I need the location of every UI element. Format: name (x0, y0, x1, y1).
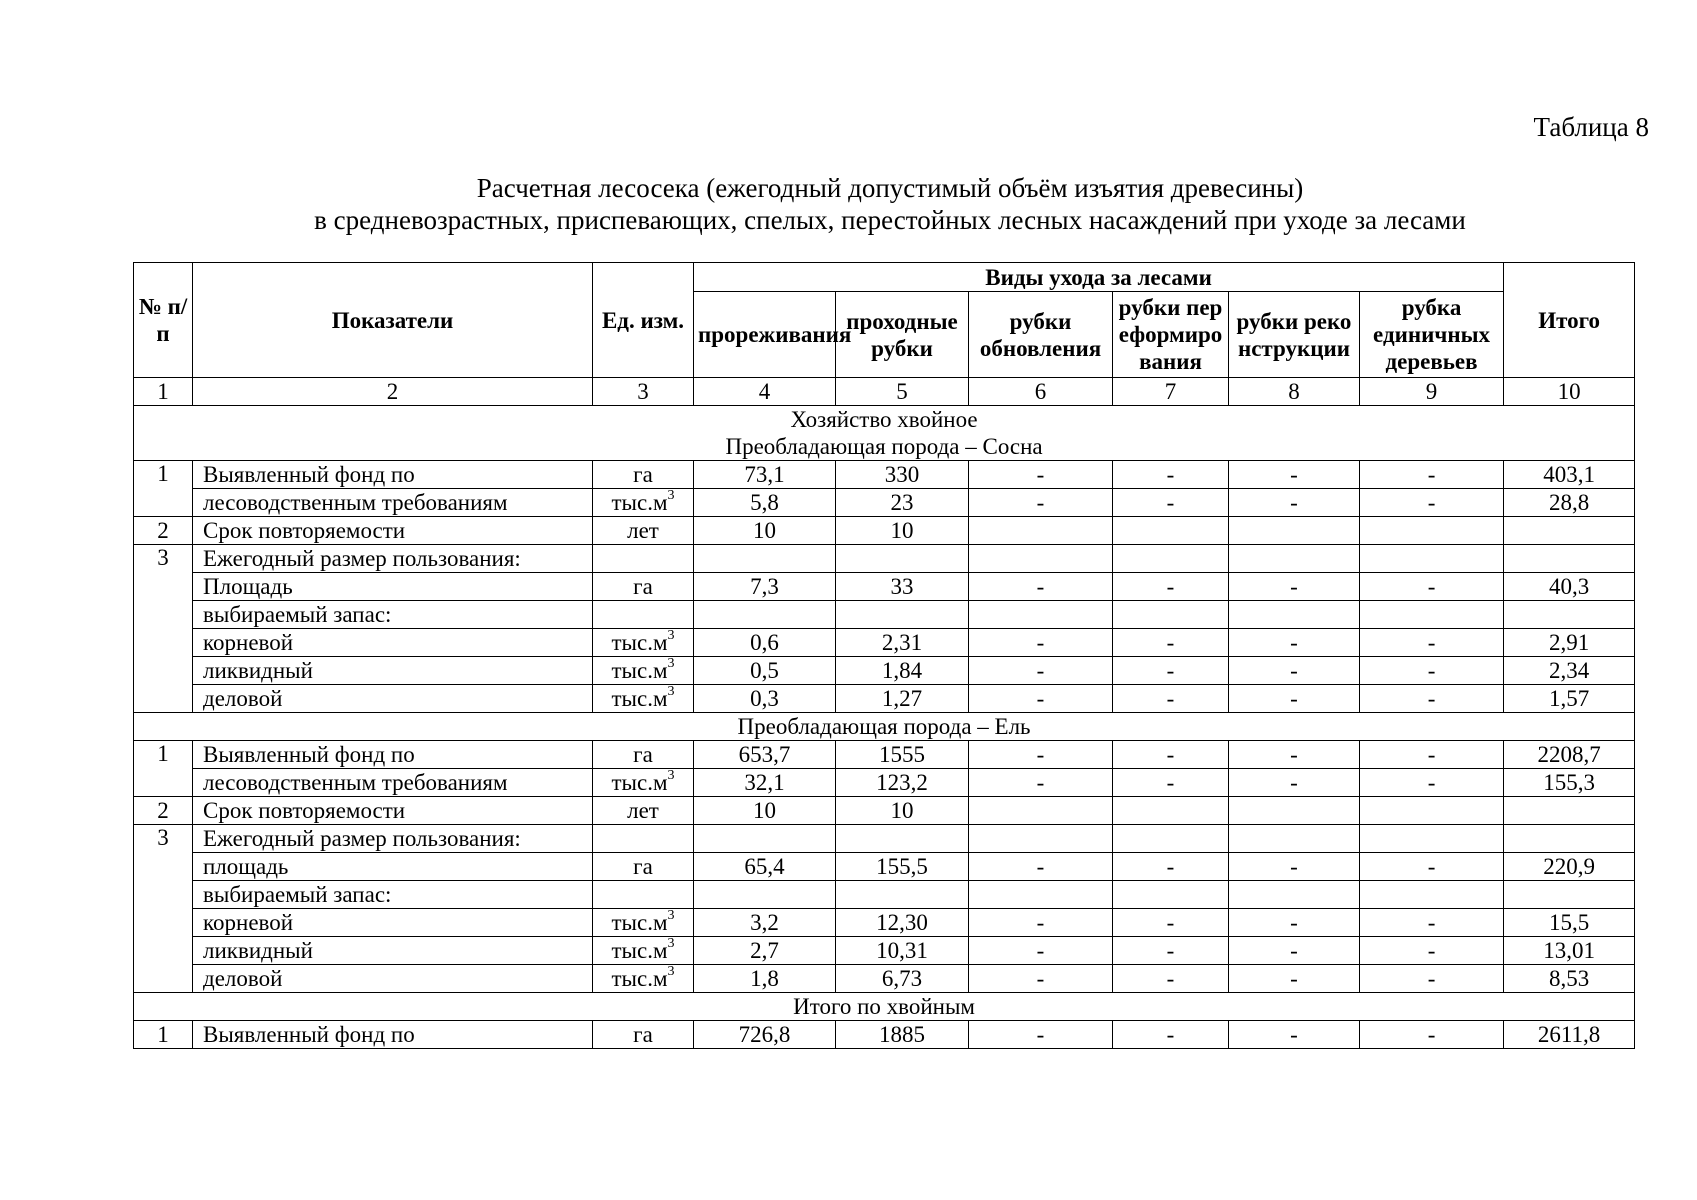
value-cell: - (1113, 769, 1229, 797)
unit-text: тыс.м (611, 685, 668, 711)
table-title (120, 172, 1660, 236)
value-cell: - (1360, 909, 1504, 937)
unit-cell: лет (593, 797, 694, 825)
value-cell: 5,8 (694, 489, 836, 517)
total-cell: 28,8 (1504, 489, 1635, 517)
value-cell: - (1229, 741, 1360, 769)
value-cell: - (1113, 629, 1229, 657)
value-cell: 2,7 (694, 937, 836, 965)
indicator-label: ликвидный (193, 937, 593, 965)
value-cell (694, 881, 836, 909)
unit-cell (593, 685, 694, 713)
value-cell (1360, 825, 1504, 853)
value-cell: 1555 (836, 741, 969, 769)
value-cell (1113, 825, 1229, 853)
table-row (134, 629, 1635, 657)
value-cell: - (1360, 769, 1504, 797)
value-cell (1113, 517, 1229, 545)
value-cell (1360, 545, 1504, 573)
indicator-label: корневой (193, 629, 593, 657)
col-number: 4 (694, 378, 836, 406)
unit-cell (593, 489, 694, 517)
total-cell: 1,57 (1504, 685, 1635, 713)
value-cell: - (969, 741, 1113, 769)
unit-sup: 3 (667, 935, 675, 951)
row-num: 3 (134, 545, 193, 713)
indicator-label: Срок повторяемости (193, 797, 593, 825)
row-num: 1 (134, 461, 193, 517)
value-cell: - (1229, 685, 1360, 713)
table-row (134, 517, 1635, 545)
total-cell: 40,3 (1504, 573, 1635, 601)
value-cell: 73,1 (694, 461, 836, 489)
indicator-label: Площадь (193, 573, 593, 601)
indicator-label: Выявленный фонд по (193, 741, 593, 769)
total-cell: 2208,7 (1504, 741, 1635, 769)
value-cell: - (1113, 685, 1229, 713)
unit-sup: 3 (667, 767, 675, 783)
table-row (134, 573, 1635, 601)
value-cell: 10 (836, 517, 969, 545)
value-cell: 23 (836, 489, 969, 517)
table-row (134, 741, 1635, 769)
section-row (134, 993, 1635, 1021)
value-cell: - (1113, 657, 1229, 685)
value-cell: - (969, 853, 1113, 881)
value-cell: - (1360, 1021, 1504, 1049)
value-cell (1229, 881, 1360, 909)
section-farm-pine (134, 406, 1635, 461)
value-cell: 2,31 (836, 629, 969, 657)
value-cell: 12,30 (836, 909, 969, 937)
unit-sup: 3 (667, 487, 675, 503)
value-cell (969, 545, 1113, 573)
col-number: 1 (134, 378, 193, 406)
unit-sup: 3 (667, 627, 675, 643)
unit-cell: га (593, 1021, 694, 1049)
indicator-label: выбираемый запас: (193, 881, 593, 909)
value-cell: - (969, 685, 1113, 713)
value-cell (969, 517, 1113, 545)
value-cell: 123,2 (836, 769, 969, 797)
value-cell: - (1229, 1021, 1360, 1049)
section-total: Итого по хвойным (134, 993, 1635, 1021)
table-row (134, 965, 1635, 993)
column-number-row (134, 378, 1635, 406)
total-cell: 8,53 (1504, 965, 1635, 993)
header-thinning: прореживания (694, 292, 836, 378)
indicator-label: деловой (193, 965, 593, 993)
unit-text: тыс.м (611, 629, 668, 655)
total-cell: 2611,8 (1504, 1021, 1635, 1049)
value-cell: 6,73 (836, 965, 969, 993)
value-cell (1229, 545, 1360, 573)
value-cell (969, 797, 1113, 825)
value-cell (836, 825, 969, 853)
value-cell: - (969, 461, 1113, 489)
total-cell (1504, 545, 1635, 573)
value-cell (836, 601, 969, 629)
table-row (134, 825, 1635, 853)
unit-cell (593, 937, 694, 965)
value-cell: - (969, 657, 1113, 685)
header-num: № п/п (134, 263, 193, 378)
total-cell: 15,5 (1504, 909, 1635, 937)
unit-cell: лет (593, 517, 694, 545)
header-care-types: Виды ухода за лесами (694, 263, 1504, 292)
total-cell: 220,9 (1504, 853, 1635, 881)
table-row (134, 881, 1635, 909)
timber-harvest-table (133, 262, 1635, 1049)
value-cell: 653,7 (694, 741, 836, 769)
value-cell: - (969, 573, 1113, 601)
value-cell (1229, 825, 1360, 853)
col-number: 8 (1229, 378, 1360, 406)
indicator-label: ликвидный (193, 657, 593, 685)
unit-cell (593, 629, 694, 657)
value-cell: - (1360, 461, 1504, 489)
value-cell: 33 (836, 573, 969, 601)
value-cell (969, 825, 1113, 853)
header-single-tree-cutting: рубка единичных деревьев (1360, 292, 1504, 378)
total-cell: 2,34 (1504, 657, 1635, 685)
indicator-label: корневой (193, 909, 593, 937)
value-cell: 10 (694, 517, 836, 545)
row-num: 2 (134, 517, 193, 545)
value-cell: - (969, 489, 1113, 517)
value-cell: - (1113, 853, 1229, 881)
col-number: 9 (1360, 378, 1504, 406)
table-row (134, 461, 1635, 489)
section-row (134, 406, 1635, 461)
col-number: 7 (1113, 378, 1229, 406)
section-spruce: Преобладающая порода – Ель (134, 713, 1635, 741)
indicator-label: Выявленный фонд по (193, 461, 593, 489)
unit-text: тыс.м (611, 769, 668, 795)
table-row (134, 489, 1635, 517)
value-cell (1360, 601, 1504, 629)
value-cell (836, 881, 969, 909)
indicator-label: площадь (193, 853, 593, 881)
unit-cell (593, 965, 694, 993)
value-cell: 3,2 (694, 909, 836, 937)
total-cell: 403,1 (1504, 461, 1635, 489)
col-number: 6 (969, 378, 1113, 406)
header-total: Итого (1504, 263, 1635, 378)
value-cell: - (1229, 769, 1360, 797)
section-row (134, 713, 1635, 741)
value-cell: 155,5 (836, 853, 969, 881)
unit-cell (593, 881, 694, 909)
value-cell: - (1113, 1021, 1229, 1049)
value-cell: 0,3 (694, 685, 836, 713)
table-number: Таблица 8 (1533, 112, 1649, 142)
value-cell: 726,8 (694, 1021, 836, 1049)
value-cell: - (1113, 965, 1229, 993)
unit-cell (593, 769, 694, 797)
table-row (134, 937, 1635, 965)
unit-text: тыс.м (611, 909, 668, 935)
value-cell: - (969, 937, 1113, 965)
value-cell (836, 545, 969, 573)
value-cell: 10 (694, 797, 836, 825)
unit-sup: 3 (667, 655, 675, 671)
value-cell: - (1360, 629, 1504, 657)
value-cell (1113, 545, 1229, 573)
unit-cell (593, 909, 694, 937)
unit-sup: 3 (667, 683, 675, 699)
section-pine: Преобладающая порода – Сосна (725, 434, 1043, 459)
header-unit: Ед. изм. (593, 263, 694, 378)
value-cell: - (1229, 657, 1360, 685)
value-cell: - (969, 769, 1113, 797)
value-cell: - (1229, 937, 1360, 965)
total-cell (1504, 797, 1635, 825)
total-cell: 2,91 (1504, 629, 1635, 657)
table-row (134, 545, 1635, 573)
value-cell: - (1113, 461, 1229, 489)
value-cell: - (1360, 657, 1504, 685)
unit-text: тыс.м (611, 937, 668, 963)
value-cell (969, 881, 1113, 909)
value-cell (1360, 517, 1504, 545)
unit-cell: га (593, 853, 694, 881)
unit-sup: 3 (667, 963, 675, 979)
table-row (134, 853, 1635, 881)
value-cell: 330 (836, 461, 969, 489)
indicator-label: Срок повторяемости (193, 517, 593, 545)
value-cell: - (1229, 629, 1360, 657)
col-number: 3 (593, 378, 694, 406)
value-cell (1113, 797, 1229, 825)
table-row (134, 797, 1635, 825)
indicator-label: лесоводственным требованиям (193, 489, 593, 517)
unit-text: тыс.м (611, 489, 668, 515)
value-cell (694, 825, 836, 853)
value-cell: 1,27 (836, 685, 969, 713)
header-reformation-cutting: рубки переформирования (1113, 292, 1229, 378)
total-cell (1504, 601, 1635, 629)
value-cell: - (969, 629, 1113, 657)
value-cell: - (1229, 909, 1360, 937)
indicator-label: Ежегодный размер пользования: (193, 545, 593, 573)
table-row (134, 1021, 1635, 1049)
value-cell (1360, 881, 1504, 909)
unit-cell (593, 657, 694, 685)
indicator-label: деловой (193, 685, 593, 713)
value-cell: 65,4 (694, 853, 836, 881)
title-line-2: в средневозрастных, приспевающих, спелых, перестойных лесных насаждений при уходе за лесами (314, 205, 1466, 235)
col-number: 5 (836, 378, 969, 406)
table-row (134, 769, 1635, 797)
value-cell: - (1360, 965, 1504, 993)
unit-text: тыс.м (611, 965, 668, 991)
row-num: 2 (134, 797, 193, 825)
unit-cell (593, 601, 694, 629)
col-number: 10 (1504, 378, 1635, 406)
value-cell: 10 (836, 797, 969, 825)
value-cell: - (969, 965, 1113, 993)
unit-cell (593, 825, 694, 853)
value-cell: - (1229, 461, 1360, 489)
indicator-label: лесоводственным требованиям (193, 769, 593, 797)
value-cell: - (1113, 937, 1229, 965)
value-cell: 1,8 (694, 965, 836, 993)
table-row (134, 657, 1635, 685)
unit-cell: га (593, 573, 694, 601)
value-cell: - (1360, 741, 1504, 769)
row-num: 1 (134, 1021, 193, 1049)
value-cell (1113, 601, 1229, 629)
unit-cell: га (593, 461, 694, 489)
header-reconstruction-cutting: рубки реконструкции (1229, 292, 1360, 378)
value-cell: 1,84 (836, 657, 969, 685)
header-indicators: Показатели (193, 263, 593, 378)
value-cell: 0,5 (694, 657, 836, 685)
value-cell: - (1113, 909, 1229, 937)
table-row (134, 601, 1635, 629)
value-cell (1229, 517, 1360, 545)
value-cell: - (1360, 937, 1504, 965)
table-row (134, 685, 1635, 713)
header-renewal-cutting: рубки обновления (969, 292, 1113, 378)
indicator-label: выбираемый запас: (193, 601, 593, 629)
value-cell: - (1229, 573, 1360, 601)
value-cell (1229, 601, 1360, 629)
total-cell (1504, 881, 1635, 909)
total-cell (1504, 517, 1635, 545)
title-line-1: Расчетная лесосека (ежегодный допустимый объём изъятия древесины) (476, 173, 1304, 203)
col-number: 2 (193, 378, 593, 406)
header-passage-cutting: проходные рубки (836, 292, 969, 378)
value-cell: - (1360, 489, 1504, 517)
value-cell (969, 601, 1113, 629)
value-cell: - (969, 1021, 1113, 1049)
row-num: 3 (134, 825, 193, 993)
value-cell: - (1113, 741, 1229, 769)
total-cell: 13,01 (1504, 937, 1635, 965)
value-cell: 1885 (836, 1021, 969, 1049)
value-cell: 0,6 (694, 629, 836, 657)
value-cell: - (1360, 853, 1504, 881)
value-cell (694, 545, 836, 573)
total-cell (1504, 825, 1635, 853)
indicator-label: Ежегодный размер пользования: (193, 825, 593, 853)
value-cell: - (1360, 573, 1504, 601)
value-cell (1360, 797, 1504, 825)
value-cell: 32,1 (694, 769, 836, 797)
indicator-label: Выявленный фонд по (193, 1021, 593, 1049)
unit-sup: 3 (667, 907, 675, 923)
unit-cell: га (593, 741, 694, 769)
value-cell: - (1229, 489, 1360, 517)
value-cell: 7,3 (694, 573, 836, 601)
value-cell (694, 601, 836, 629)
value-cell: - (1113, 489, 1229, 517)
value-cell (1229, 797, 1360, 825)
unit-cell (593, 545, 694, 573)
value-cell: - (969, 909, 1113, 937)
row-num: 1 (134, 741, 193, 797)
total-cell: 155,3 (1504, 769, 1635, 797)
value-cell: 10,31 (836, 937, 969, 965)
value-cell: - (1360, 685, 1504, 713)
value-cell: - (1229, 965, 1360, 993)
value-cell: - (1113, 573, 1229, 601)
value-cell: - (1229, 853, 1360, 881)
unit-text: тыс.м (611, 657, 668, 683)
table-row (134, 909, 1635, 937)
section-farm: Хозяйство хвойное (790, 407, 978, 432)
value-cell (1113, 881, 1229, 909)
